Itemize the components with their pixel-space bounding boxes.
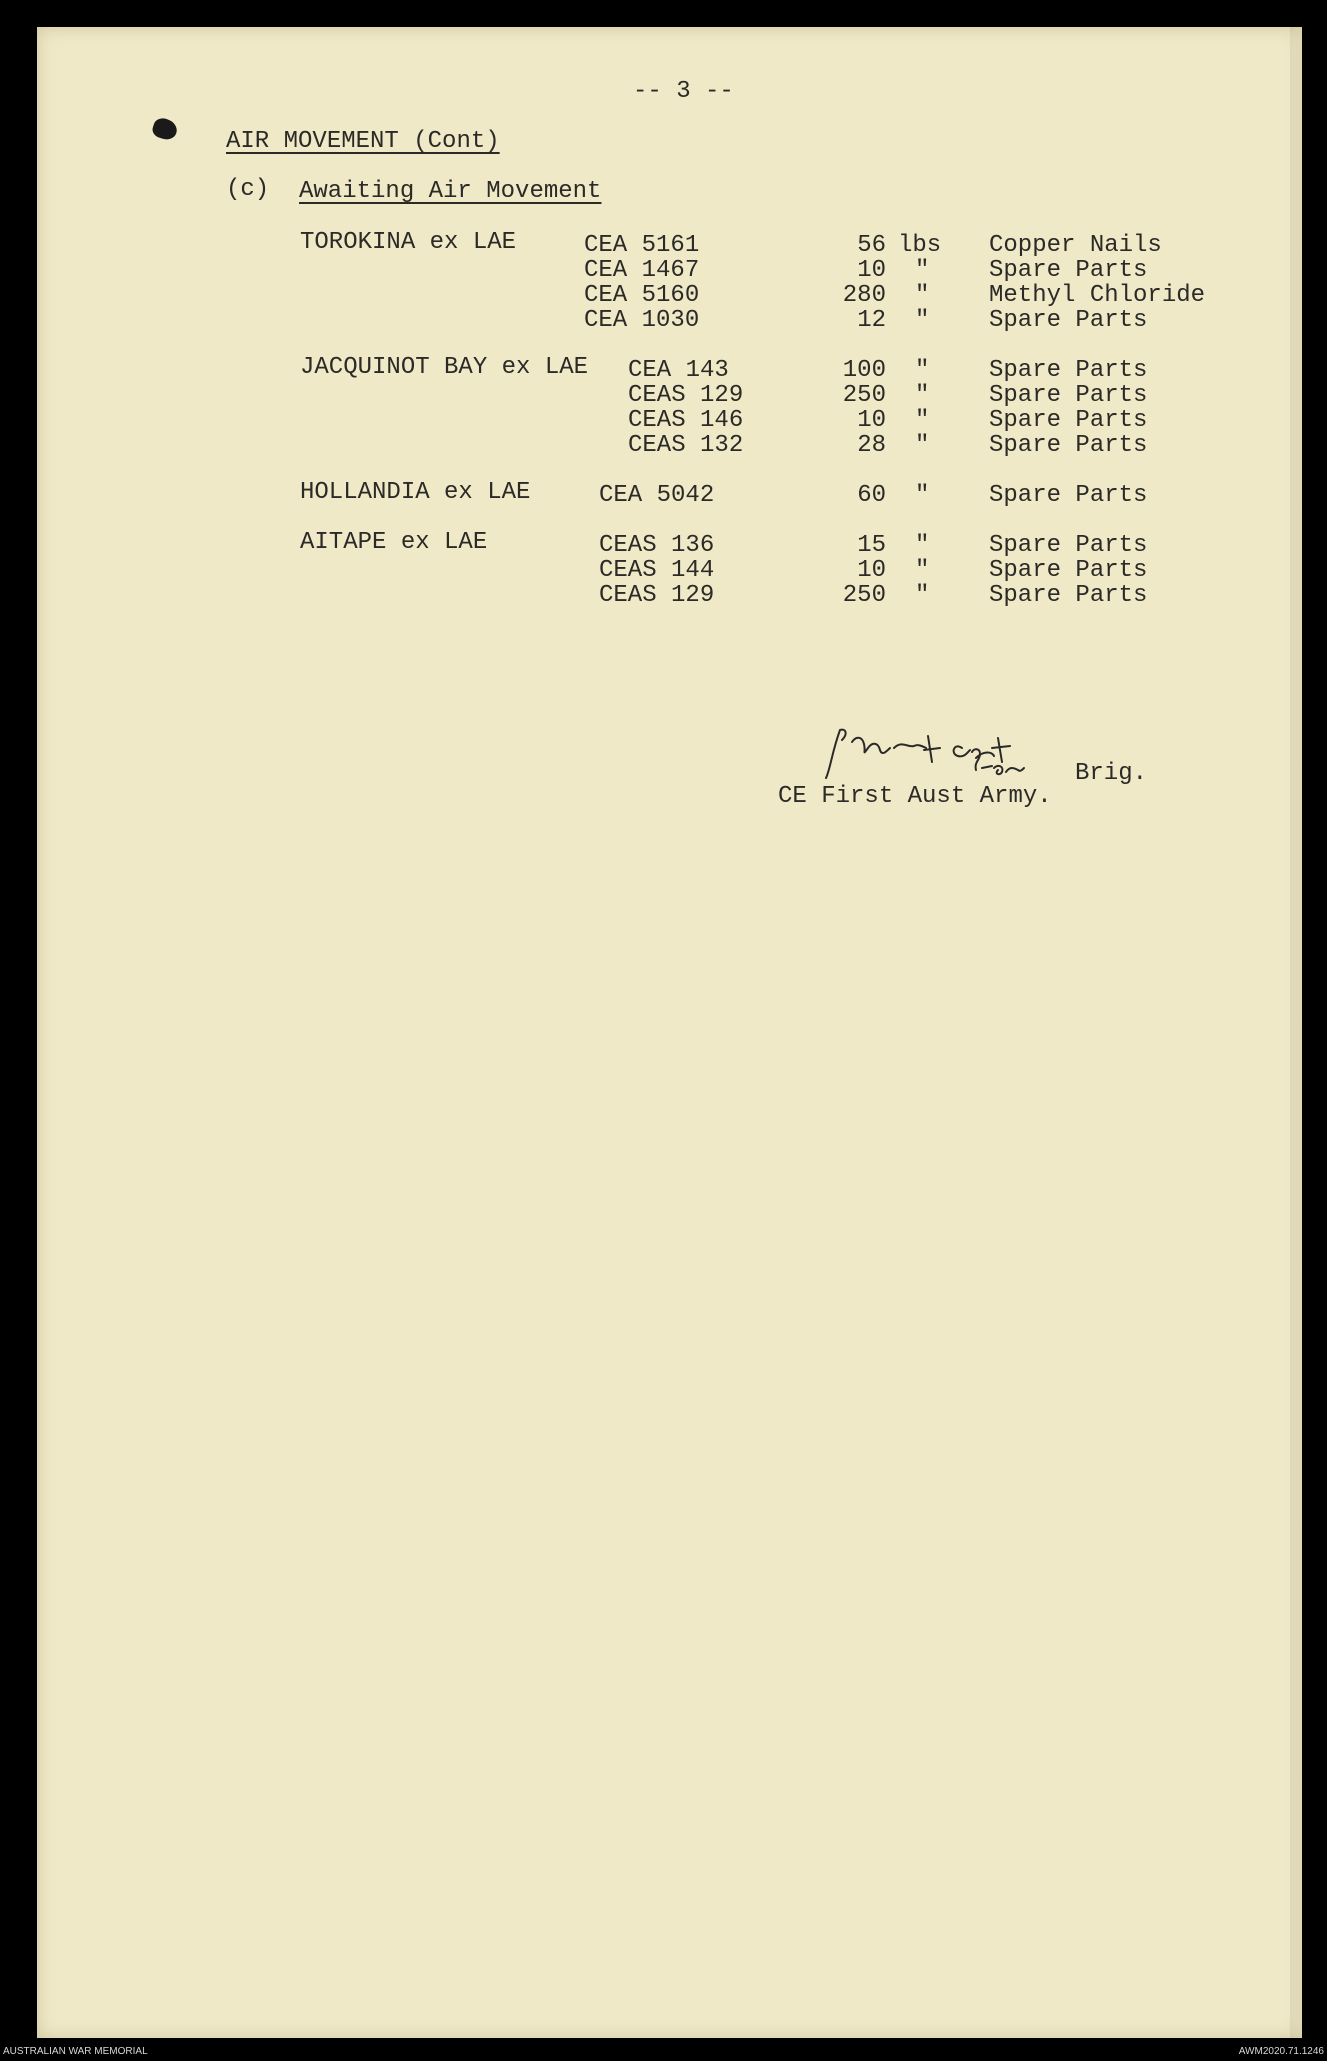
item-ref: CEA 1467 (584, 257, 700, 284)
item-unit: " (915, 382, 930, 409)
item-desc: Spare Parts (989, 532, 1148, 559)
item-ref: CEAS 129 (628, 382, 744, 409)
destination-aitape: AITAPE ex LAE (300, 529, 488, 556)
item-qty: 280 (842, 282, 886, 309)
item-desc: Spare Parts (989, 307, 1148, 334)
item-ref: CEAS 146 (628, 407, 744, 434)
item-ref: CEA 5160 (584, 282, 700, 309)
signature-title: CE First Aust Army. (778, 783, 1052, 810)
handwritten-signature (822, 722, 1082, 782)
item-desc: Spare Parts (989, 357, 1148, 384)
item-desc: Spare Parts (989, 557, 1148, 584)
item-desc: Spare Parts (989, 582, 1148, 609)
item-unit: " (915, 557, 930, 584)
item-desc: Spare Parts (989, 482, 1148, 509)
item-unit: " (915, 407, 930, 434)
item-ref: CEA 5161 (584, 232, 700, 259)
item-unit: " (915, 582, 930, 609)
item-unit: " (915, 307, 930, 334)
item-qty: 10 (857, 257, 886, 284)
item-qty: 60 (857, 482, 886, 509)
item-qty: 10 (857, 407, 886, 434)
item-desc: Spare Parts (989, 257, 1148, 284)
destination-torokina: TOROKINA ex LAE (300, 229, 517, 256)
item-qty: 100 (842, 357, 886, 384)
footer-archive-name: AUSTRALIAN WAR MEMORIAL (3, 2046, 148, 2057)
item-ref: CEAS 144 (599, 557, 715, 584)
signature-rank: Brig. (1075, 760, 1148, 787)
item-qty: 250 (842, 582, 886, 609)
item-unit: " (915, 482, 930, 509)
item-qty: 56 (857, 232, 886, 259)
item-desc: Methyl Chloride (989, 282, 1206, 309)
item-desc: Spare Parts (989, 382, 1148, 409)
item-qty: 28 (857, 432, 886, 459)
page-number: -- 3 -- (633, 78, 734, 105)
footer-archive-id: AWM2020.71.1246 (1238, 2046, 1324, 2057)
destination-jacquinot-bay: JACQUINOT BAY ex LAE (300, 354, 589, 381)
sub-section-heading: Awaiting Air Movement (299, 178, 602, 205)
item-unit: lbs (898, 232, 942, 259)
item-desc: Spare Parts (989, 432, 1148, 459)
item-ref: CEA 1030 (584, 307, 700, 334)
item-ref: CEA 5042 (599, 482, 715, 509)
item-unit: " (915, 282, 930, 309)
page-edge-shadow (1290, 27, 1302, 2038)
item-ref: CEAS 132 (628, 432, 744, 459)
item-qty: 15 (857, 532, 886, 559)
item-ref: CEA 143 (628, 357, 729, 384)
item-qty: 250 (842, 382, 886, 409)
item-ref: CEAS 136 (599, 532, 715, 559)
item-desc: Copper Nails (989, 232, 1162, 259)
item-qty: 10 (857, 557, 886, 584)
item-ref: CEAS 129 (599, 582, 715, 609)
sub-section-marker: (c) (226, 176, 270, 203)
item-desc: Spare Parts (989, 407, 1148, 434)
item-unit: " (915, 432, 930, 459)
item-qty: 12 (857, 307, 886, 334)
destination-hollandia: HOLLANDIA ex LAE (300, 479, 531, 506)
section-heading: AIR MOVEMENT (Cont) (226, 128, 500, 155)
item-unit: " (915, 357, 930, 384)
item-unit: " (915, 532, 930, 559)
item-unit: " (915, 257, 930, 284)
